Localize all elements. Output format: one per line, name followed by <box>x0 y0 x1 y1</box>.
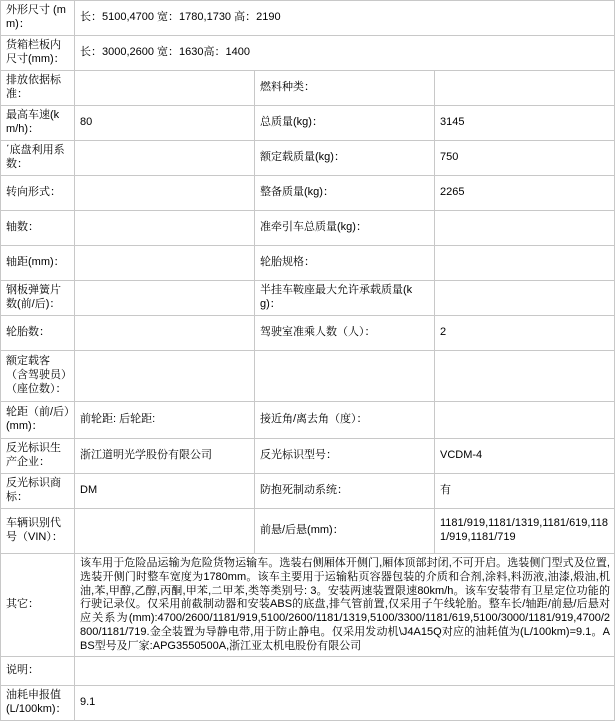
row-label-2 <box>255 351 435 402</box>
explain-label: 说明： <box>1 657 75 686</box>
row-value <box>75 316 255 351</box>
row-label-2: 整备质量(kg)： <box>255 176 435 211</box>
row-value-2 <box>435 281 615 316</box>
row-value: 长：5100,4700 宽：1780,1730 高：2190 <box>75 1 615 36</box>
row-value <box>75 281 255 316</box>
row-value: 浙江道明光学股份有限公司 <box>75 439 255 474</box>
other-row <box>1 554 615 657</box>
row-value <box>75 509 255 554</box>
row-value-2 <box>435 71 615 106</box>
row-value-2 <box>435 246 615 281</box>
fuel-row <box>1 686 615 721</box>
row-label-2: 前悬/后悬(mm)： <box>255 509 435 554</box>
row-value <box>75 141 255 176</box>
table-row <box>1 439 615 474</box>
table-row <box>1 211 615 246</box>
row-value <box>75 176 255 211</box>
row-value: DM <box>75 474 255 509</box>
table-row <box>1 509 615 554</box>
row-label: 轴距(mm)： <box>1 246 75 281</box>
row-value-2 <box>435 211 615 246</box>
row-label: 钢板弹簧片数(前/后)： <box>1 281 75 316</box>
row-label: 反光标识商标： <box>1 474 75 509</box>
table-row <box>1 36 615 71</box>
row-value-2: 3145 <box>435 106 615 141</box>
row-value-2: 750 <box>435 141 615 176</box>
row-value: 前轮距: 后轮距: <box>75 402 255 439</box>
row-label: 轴数： <box>1 211 75 246</box>
table-row <box>1 351 615 402</box>
row-value <box>75 211 255 246</box>
row-value-2 <box>435 402 615 439</box>
row-label-2: 额定载质量(kg)： <box>255 141 435 176</box>
row-label: 反光标识生产企业： <box>1 439 75 474</box>
explain-row <box>1 657 615 686</box>
other-label: 其它： <box>1 554 75 657</box>
row-label: 转向形式： <box>1 176 75 211</box>
table-row <box>1 246 615 281</box>
row-label: 货箱栏板内尺寸(mm)： <box>1 36 75 71</box>
explain-value <box>75 657 615 686</box>
row-label-2: 反光标识型号： <box>255 439 435 474</box>
row-value <box>75 246 255 281</box>
row-label-2: 驾驶室准乘人数（人）： <box>255 316 435 351</box>
table-row <box>1 1 615 36</box>
row-label: 最高车速(km/h)： <box>1 106 75 141</box>
table-row <box>1 106 615 141</box>
row-label-2: 准牵引车总质量(kg)： <box>255 211 435 246</box>
row-label: 轮距（前/后）(mm)： <box>1 402 75 439</box>
row-label-2: 轮胎规格： <box>255 246 435 281</box>
row-label-2: 燃料种类： <box>255 71 435 106</box>
fuel-label: 油耗申报值(L/100km)： <box>1 686 75 721</box>
row-value-2: 2265 <box>435 176 615 211</box>
row-label: 额定载客（含驾驶员）（座位数）： <box>1 351 75 402</box>
row-label: 排放依据标准： <box>1 71 75 106</box>
row-label: ΄底盘利用系数： <box>1 141 75 176</box>
row-value-2 <box>435 351 615 402</box>
table-row <box>1 316 615 351</box>
row-value <box>75 351 255 402</box>
spec-table-body <box>1 1 615 721</box>
table-row <box>1 402 615 439</box>
row-label-2: 半挂车鞍座最大允许承载质量(kg)： <box>255 281 435 316</box>
table-row <box>1 71 615 106</box>
row-value: 长：3000,2600 宽：1630高：1400 <box>75 36 615 71</box>
row-value-2: 1181/919,1181/1319,1181/619,1181/919,1181/719 <box>435 509 615 554</box>
row-value-2: VCDM-4 <box>435 439 615 474</box>
fuel-value: 9.1 <box>75 686 615 721</box>
table-row <box>1 281 615 316</box>
row-value <box>75 71 255 106</box>
row-label: 外形尺寸 (mm)： <box>1 1 75 36</box>
row-value-2: 2 <box>435 316 615 351</box>
row-label: 轮胎数： <box>1 316 75 351</box>
table-row <box>1 474 615 509</box>
row-label-2: 防抱死制动系统： <box>255 474 435 509</box>
row-value-2: 有 <box>435 474 615 509</box>
row-label-2: 总质量(kg)： <box>255 106 435 141</box>
row-value: 80 <box>75 106 255 141</box>
other-text: 该车用于危险品运输为危险货物运输车。选装右侧厢体开侧门,厢体顶部封闭,不可开启。选装侧门型式及位置,选装开侧门时整车宽度为1780mm。该车主要用于运输粘页容器包装的介质和合剂,涂料,料沥液,油漆,煅油,机油,苯,甲醇,乙醇,丙酮,甲苯,二甲苯,类等类别号: 3。安装两速装置限速80km/h。该车安装带有卫星定位功能的行驶记录仪。仅采用前截制动器和安装ABS的底盘,排气管前置,仅采用子午线轮胎。整车长/轴距/前悬/后悬对应关系为(mm):4700/2600/1181/919,5100/2600/1181/1319,5100/3300/1181/619,5100/3000/1181/919,4700/2800/1181/719.金全装置为导静电带,用于防止静电。仅采用发动机\J4A15Q对应的油耗值为(L/100km)=9.1。ABS型号及厂家:APG3550500A,浙江亚太机电股份有限公司 <box>75 554 615 657</box>
table-row <box>1 141 615 176</box>
row-label: 车辆识别代号（VIN）： <box>1 509 75 554</box>
row-label-2: 接近角/离去角（度）： <box>255 402 435 439</box>
table-row <box>1 176 615 211</box>
